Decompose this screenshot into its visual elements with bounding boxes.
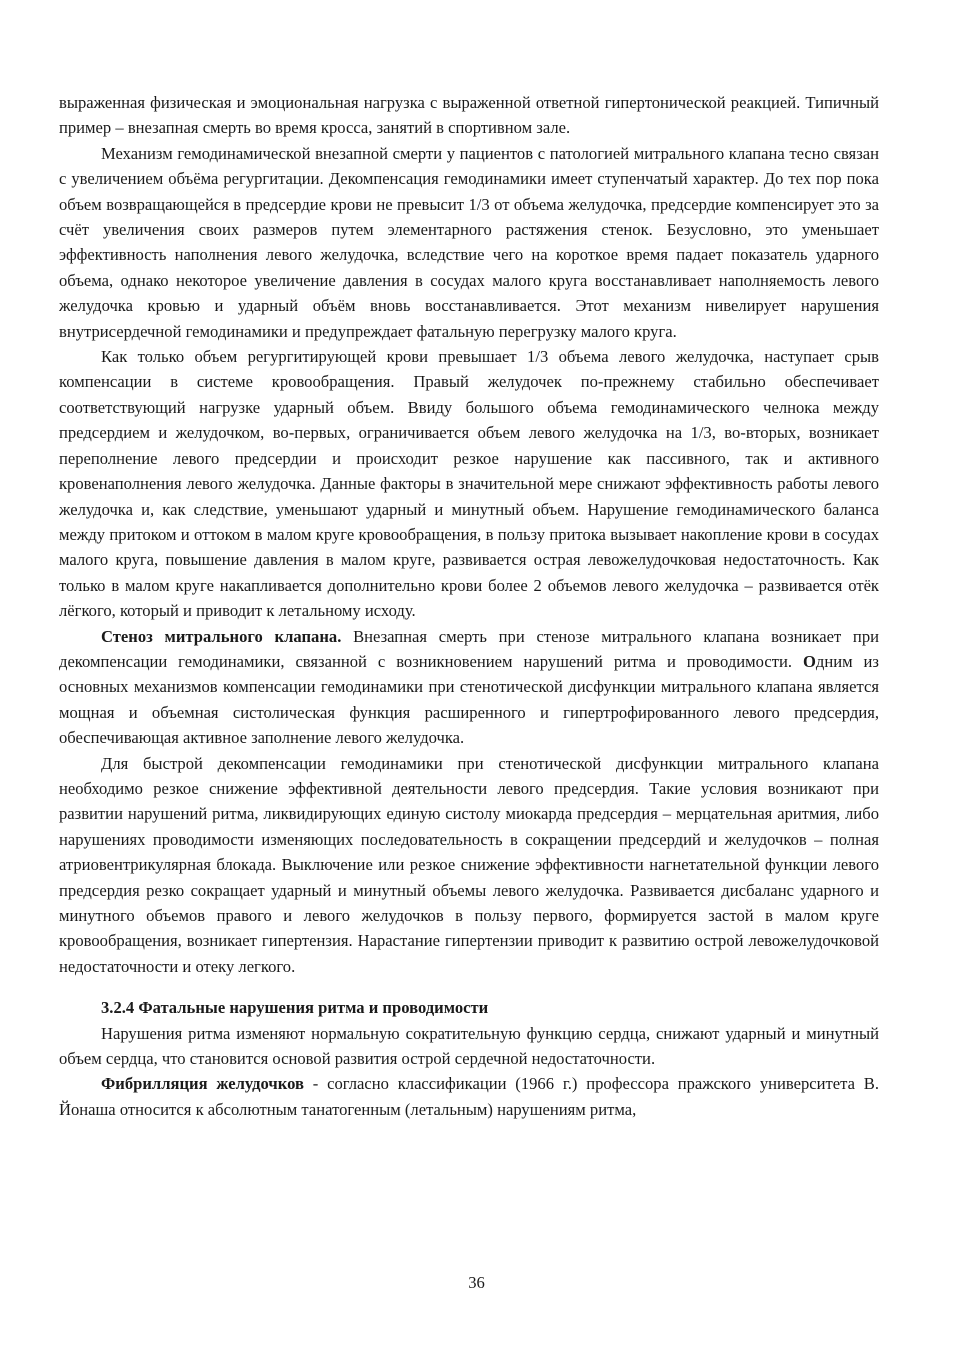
paragraph-5: Для быстрой декомпенсации гемодинамики при стенотической дисфункции митрального клапана необходимо резкое снижение эффективной деятельности левого предсердия. Такие условия возникают при развитии нарушений ритма, ликвидирующих единую систолу миокарда предсердия – мерцательная аритмия, либо нарушениях проводимости изменяющих последовательность в сокращении предсердий и желудочков – полная атриовентрикулярная блокада. Выключение или резкое снижение эффективности нагнетательной функции левого предсердия резко сокращает ударный и минутный объемы левого желудочка. Развивается дисбаланс ударного и минутного объемов правого и левого желудочков в пользу первого, формируется застой в малом круге кровообращения, возникает гипертензия. Нарастание гипертензии приводит к развитию острой левожелудочковой недостаточности и отеку легкого. bbox=[59, 753, 879, 976]
ventricular-fibrillation-term: Фибрилляция желудочков bbox=[101, 1074, 304, 1094]
paragraph-2: Механизм гемодинамической внезапной смерти у пациентов с патологией митрального клапана тесно связан с увеличением объёма регургитации. Декомпенсация гемодинамики имеет ступенчатый характер. До тех пор пока объем возвращающейся в предсердие крови не превысит 1/3 от объема желудочка, предсердие компенсирует это за счёт увеличения своих размеров путем элементарного растяжения стенок. Безусловно, это уменьшает эффективность наполнения левого желудочка, вследствие чего на короткое время падает показатель ударного объема, однако некоторое увеличение давления в сосудах малого круга восстанавливает наполняемость левого желудочка кровью и ударный объём вновь восстанавливается. Этот механизм нивелирует нарушения внутрисердечной гемодинамики и предупреждает фатальную перегрузку малого круга. bbox=[59, 143, 879, 341]
paragraph-4 bbox=[59, 624, 879, 751]
paragraph-6: Нарушения ритма изменяют нормальную сократительную функцию сердца, снижают ударный и минутный объем сердца, что становится основой развития острой сердечной недостаточности. bbox=[59, 1023, 879, 1069]
mitral-stenosis-term: Стеноз митрального клапана. bbox=[101, 626, 342, 646]
paragraph-3: Как только объем регургитирующей крови превышает 1/3 объема левого желудочка, наступает срыв компенсации в системе кровообращения. Правый желудочек по-прежнему стабильно обеспечивает соответствующий нагрузке ударный объем. Ввиду большого объема гемодинамического челнока между предсердием и желудочком, во-первых, ограничивается объем левого желудочка на 1/3, во-вторых, возникает переполнение левого предсердии и происходит резкое нарушение как пассивного, так и активного кровенаполнения левого желудочка. Данные факторы в значительной мере снижают эффективность работы левого желудочка и, как следствие, уменьшают ударный и минутный объем. Нарушение гемодинамического баланса между притоком и оттоком в малом круге кровообращения, в пользу притока вызывает накопление крови в сосудах малого круга, повышение давления в малом круге, развивается острая левожелудочковая недостаточность. Как только в малом круге накапливается дополнительно крови более 2 объемов левого желудочка – развивается отёк лёгкого, который и приводит к летальному исходу. bbox=[59, 347, 879, 621]
paragraph-4-bold-letter: О bbox=[802, 651, 816, 671]
paragraph-1: выраженная физическая и эмоциональная нагрузка с выраженной ответной гипертонической реакцией. Типичный пример – внезапная смерть во время кросса, занятий в спортивном зале. bbox=[59, 93, 879, 138]
section-heading: 3.2.4 Фатальные нарушения ритма и проводимости bbox=[101, 998, 489, 1018]
paragraph-7 bbox=[59, 1071, 879, 1122]
document-body bbox=[59, 90, 879, 1122]
paragraph-7-text: - согласно классификации (1966 г.) профессора пражского университета В. Йонаша относится к абсолютным танатогенным (летальным) нарушениям ритма, bbox=[59, 1074, 879, 1119]
page-number: 36 bbox=[468, 1273, 485, 1292]
paragraph-4-text-a: Внезапная смерть при стенозе митрального клапана возникает при декомпенсации гемодинамики, связанной с возникновением нарушений ритма и проводимости. bbox=[59, 626, 879, 671]
paragraph-4-text-b: дним из основных механизмов компенсации гемодинамики при стенотической дисфункции митрального клапана является мощная и объемная систолическая функция расширенного и гипертрофированного левого предсердия, обеспечивающая активное заполнение левого желудочка. bbox=[59, 651, 879, 748]
